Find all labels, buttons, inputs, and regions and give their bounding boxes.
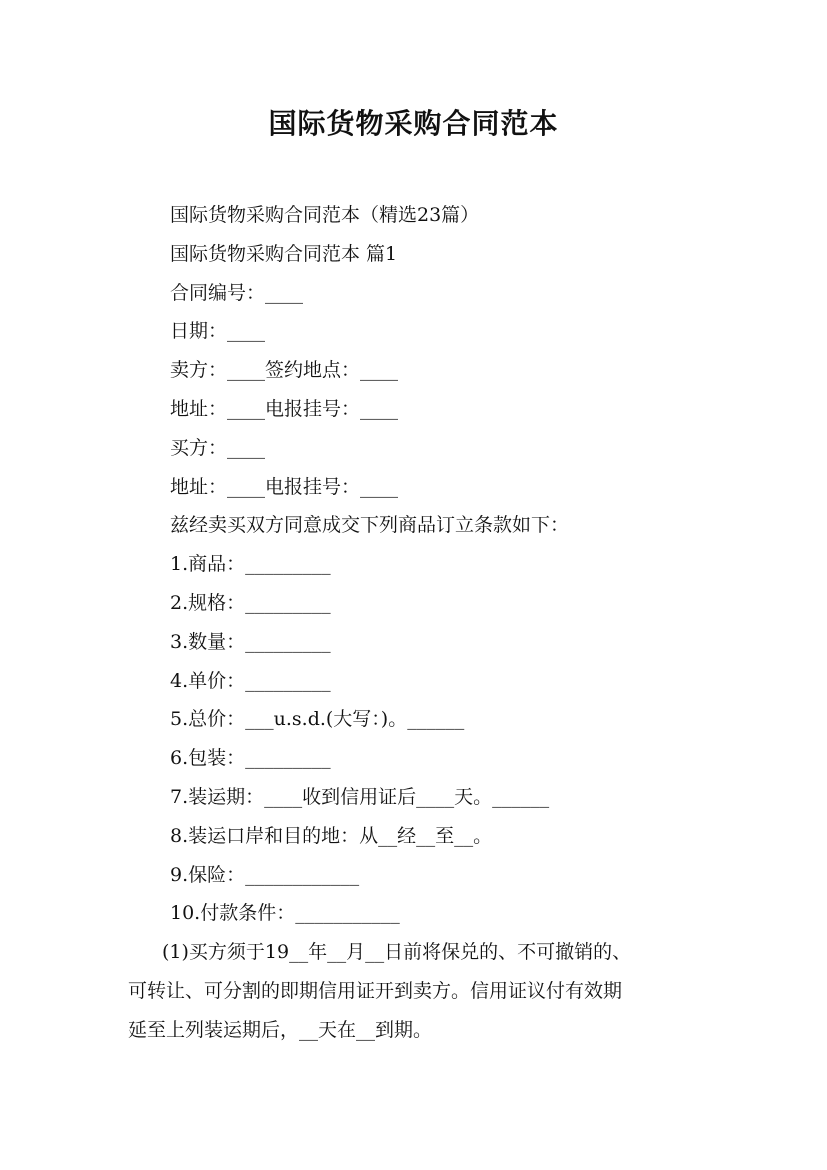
text-line: 卖方：____签约地点：____ xyxy=(170,359,399,382)
text-line: 兹经卖买双方同意成交下列商品订立条款如下： xyxy=(170,514,570,537)
paragraph-line: 延至上列装运期后，__天在__到期。 xyxy=(128,1018,433,1041)
paragraph-line: 可转让、可分割的即期信用证开到卖方。信用证议付有效期 xyxy=(128,979,623,1002)
text-line: 地址：____电报挂号：____ xyxy=(170,475,399,498)
page-margin xyxy=(0,1070,827,1170)
text-line: 3.数量：_________ xyxy=(170,630,331,653)
text-line: 买方：____ xyxy=(170,436,266,459)
text-line: 国际货物采购合同范本（精选23篇） xyxy=(170,204,480,226)
text-line: 6.包装：_________ xyxy=(170,747,331,770)
text-line: 9.保险：____________ xyxy=(170,863,360,886)
text-line: 4.单价：_________ xyxy=(170,669,331,692)
text-line: 8.装运口岸和目的地：从__经__至__。 xyxy=(170,824,493,847)
text-line: 日期：____ xyxy=(170,320,266,343)
text-line: 5.总价：___u.s.d.(大写：)。______ xyxy=(170,708,465,731)
document-title: 国际货物采购合同范本 xyxy=(268,107,559,140)
document-body xyxy=(128,196,728,1050)
paragraph-line: (1)买方须于19__年__月__日前将保兑的、不可撤销的、 xyxy=(162,941,632,964)
text-line: 1.商品：_________ xyxy=(170,553,331,576)
text-line: 合同编号：____ xyxy=(170,281,304,304)
text-line: 10.付款条件：___________ xyxy=(170,902,400,925)
text-line: 地址：____电报挂号：____ xyxy=(170,397,399,420)
text-line: 国际货物采购合同范本 篇1 xyxy=(170,242,398,265)
text-line: 2.规格：_________ xyxy=(170,591,331,614)
text-line: 7.装运期：____收到信用证后____天。______ xyxy=(170,785,550,808)
